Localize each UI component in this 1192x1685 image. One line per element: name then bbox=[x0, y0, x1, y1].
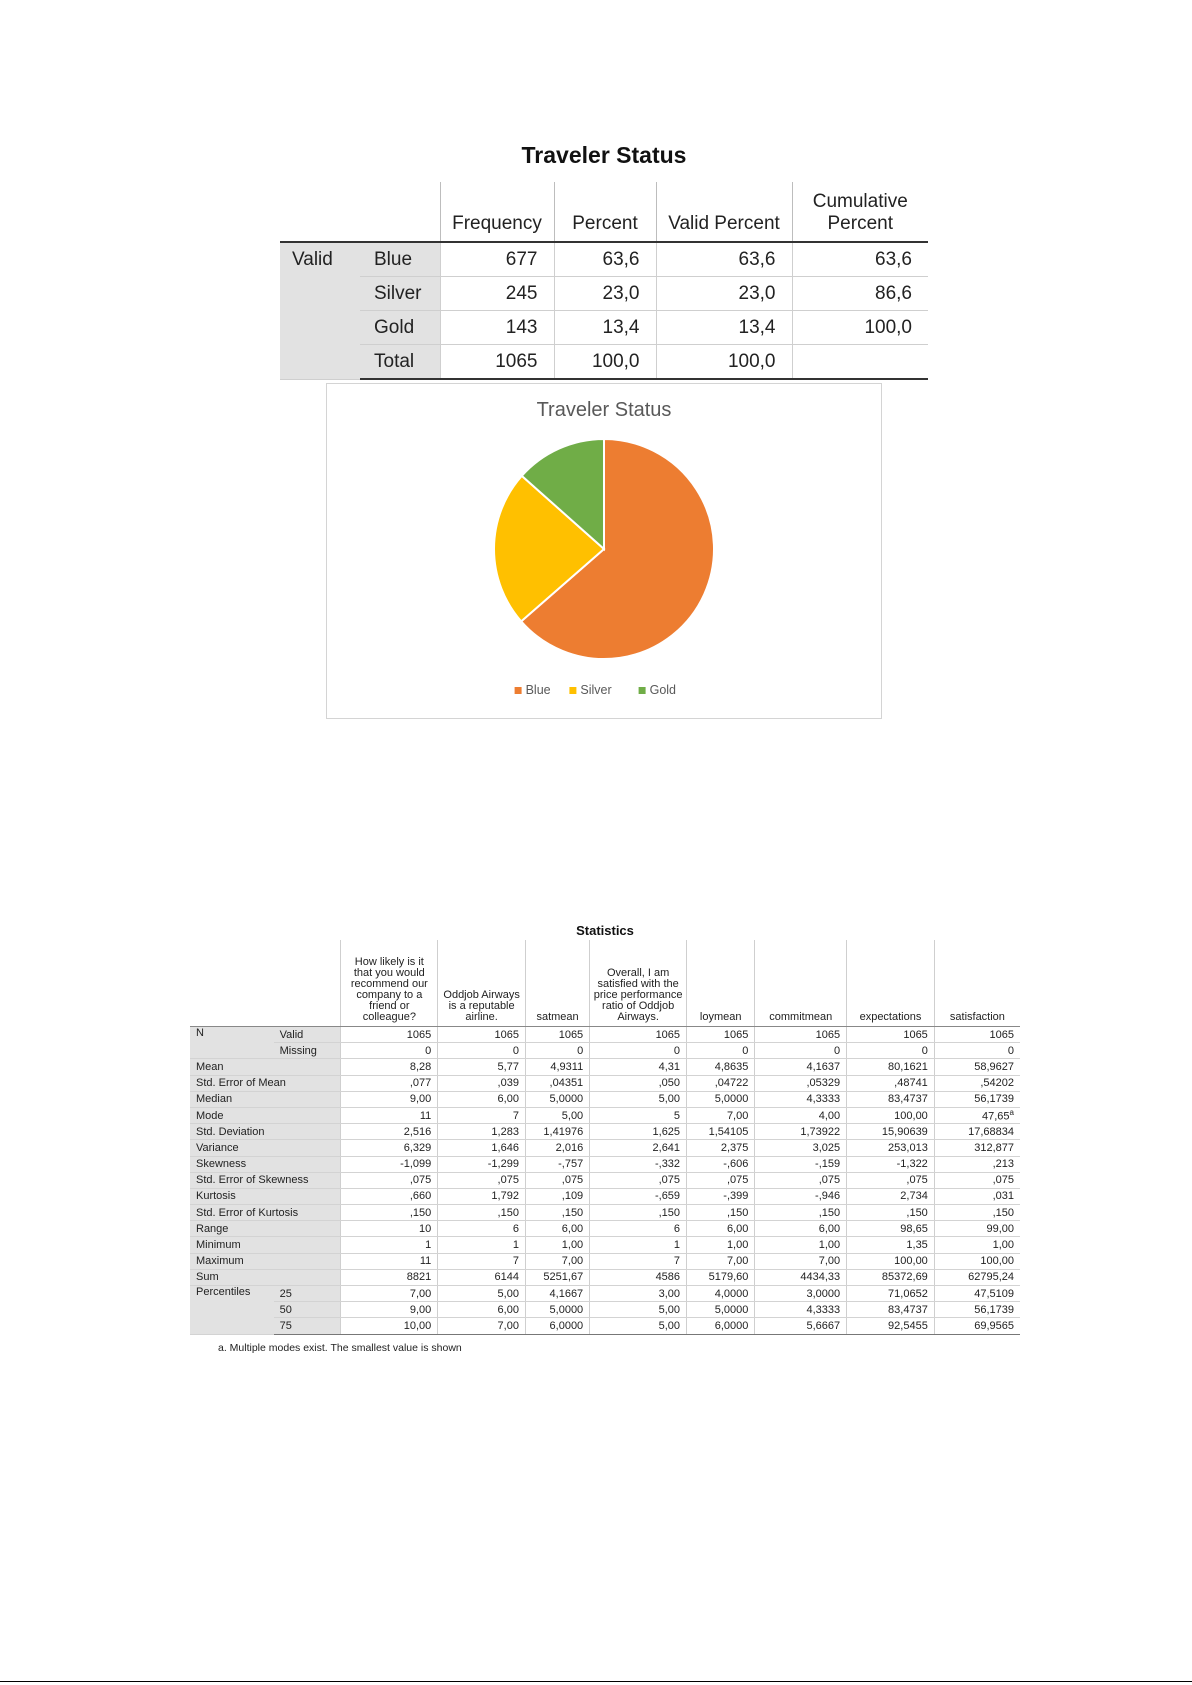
table-cell bbox=[934, 1107, 1020, 1123]
row-sublabel: 50 bbox=[274, 1302, 341, 1318]
table-cell: 8,28 bbox=[341, 1059, 438, 1075]
table-cell: ,150 bbox=[934, 1205, 1020, 1221]
column-header-frequency: Frequency bbox=[440, 182, 554, 242]
table-row bbox=[190, 1318, 1020, 1334]
table-cell: 2,734 bbox=[847, 1188, 935, 1204]
table-cell: ,075 bbox=[525, 1172, 589, 1188]
table-cell: 1065 bbox=[341, 1027, 438, 1043]
column-header-cumulative-percent: Cumulative Percent bbox=[792, 182, 928, 242]
table-cell: ,04351 bbox=[525, 1075, 589, 1091]
table-cell: ,150 bbox=[847, 1205, 935, 1221]
table-cell: 0 bbox=[525, 1043, 589, 1059]
row-label: Std. Error of Mean bbox=[190, 1075, 341, 1091]
table-cell: 1065 bbox=[755, 1027, 847, 1043]
table-cell: ,075 bbox=[438, 1172, 526, 1188]
column-header: satisfaction bbox=[934, 940, 1020, 1027]
blank-header-cell bbox=[280, 182, 360, 242]
table-row bbox=[190, 1091, 1020, 1107]
table-cell: 0 bbox=[847, 1043, 935, 1059]
table-cell: 1 bbox=[590, 1237, 687, 1253]
row-label: Std. Error of Skewness bbox=[190, 1172, 341, 1188]
table-cell: ,031 bbox=[934, 1188, 1020, 1204]
row-label: Mean bbox=[190, 1059, 341, 1075]
table-row bbox=[280, 242, 928, 277]
table-cell: ,150 bbox=[687, 1205, 755, 1221]
table-cell: 3,025 bbox=[755, 1140, 847, 1156]
table-cell: 4,1667 bbox=[525, 1286, 589, 1302]
table-cell: 100,00 bbox=[934, 1253, 1020, 1269]
table-row bbox=[280, 311, 928, 345]
column-header: loymean bbox=[687, 940, 755, 1027]
cell-valid-percent: 13,4 bbox=[656, 311, 792, 345]
chart-title: Traveler Status bbox=[536, 399, 672, 421]
table-cell: 10,00 bbox=[341, 1318, 438, 1334]
row-label: Std. Deviation bbox=[190, 1124, 341, 1140]
table-cell: 7 bbox=[590, 1253, 687, 1269]
table-cell: 1,625 bbox=[590, 1124, 687, 1140]
table-cell: 6,0000 bbox=[687, 1318, 755, 1334]
table-cell: 0 bbox=[755, 1043, 847, 1059]
table-cell: 4,3333 bbox=[755, 1091, 847, 1107]
table-cell: 6144 bbox=[438, 1269, 526, 1285]
blank-header-cell bbox=[360, 182, 440, 242]
footnote-marker: a bbox=[1009, 1108, 1014, 1118]
row-label: Mode bbox=[190, 1107, 341, 1123]
table-row bbox=[190, 1124, 1020, 1140]
cell-valid-percent: 23,0 bbox=[656, 277, 792, 311]
table-cell: 1,00 bbox=[934, 1237, 1020, 1253]
table-cell: -1,099 bbox=[341, 1156, 438, 1172]
table-cell: ,077 bbox=[341, 1075, 438, 1091]
table-cell: ,075 bbox=[341, 1172, 438, 1188]
table-cell: 1,792 bbox=[438, 1188, 526, 1204]
table-cell: 100,00 bbox=[847, 1107, 935, 1123]
table-cell: ,150 bbox=[525, 1205, 589, 1221]
table-cell: 1,54105 bbox=[687, 1124, 755, 1140]
table-cell: 1,00 bbox=[755, 1237, 847, 1253]
table-cell: -,399 bbox=[687, 1188, 755, 1204]
table-cell: 1065 bbox=[590, 1027, 687, 1043]
table-cell: 6,00 bbox=[755, 1221, 847, 1237]
cell-cumulative-percent bbox=[792, 345, 928, 380]
table-cell: -,606 bbox=[687, 1156, 755, 1172]
table-cell: 5,00 bbox=[438, 1286, 526, 1302]
table-cell: 2,516 bbox=[341, 1124, 438, 1140]
table-cell: -,159 bbox=[755, 1156, 847, 1172]
table-cell: 1,00 bbox=[687, 1237, 755, 1253]
table-cell: 7,00 bbox=[755, 1253, 847, 1269]
cell-frequency: 143 bbox=[440, 311, 554, 345]
column-header: commitmean bbox=[755, 940, 847, 1027]
cell-valid-percent: 63,6 bbox=[656, 242, 792, 277]
table-cell: ,150 bbox=[438, 1205, 526, 1221]
blank-header-cell bbox=[274, 940, 341, 1027]
table-cell: 4,1637 bbox=[755, 1059, 847, 1075]
table-cell: 1,00 bbox=[525, 1237, 589, 1253]
table-cell: 0 bbox=[438, 1043, 526, 1059]
table-cell: 1,283 bbox=[438, 1124, 526, 1140]
row-group-label: Percentiles bbox=[190, 1286, 274, 1335]
pie-chart-frame bbox=[326, 383, 882, 719]
table-cell: ,660 bbox=[341, 1188, 438, 1204]
table-cell: 3,0000 bbox=[755, 1286, 847, 1302]
table-cell: 56,1739 bbox=[934, 1302, 1020, 1318]
table-cell: 6,00 bbox=[438, 1302, 526, 1318]
table-cell: 8821 bbox=[341, 1269, 438, 1285]
table-cell: 5,0000 bbox=[687, 1302, 755, 1318]
cell-frequency: 677 bbox=[440, 242, 554, 277]
table-cell: ,213 bbox=[934, 1156, 1020, 1172]
table-cell: 58,9627 bbox=[934, 1059, 1020, 1075]
table-cell: -,659 bbox=[590, 1188, 687, 1204]
table-cell: 6,0000 bbox=[525, 1318, 589, 1334]
table-cell: 11 bbox=[341, 1253, 438, 1269]
table-cell: 0 bbox=[934, 1043, 1020, 1059]
table-cell: 83,4737 bbox=[847, 1302, 935, 1318]
table-cell: 5,0000 bbox=[687, 1091, 755, 1107]
row-label: Total bbox=[360, 345, 440, 380]
table-cell: 1065 bbox=[687, 1027, 755, 1043]
table-cell: 69,9565 bbox=[934, 1318, 1020, 1334]
row-sublabel: 75 bbox=[274, 1318, 341, 1334]
cell-valid-percent: 100,0 bbox=[656, 345, 792, 380]
table-cell: 2,016 bbox=[525, 1140, 589, 1156]
table-cell: 4,31 bbox=[590, 1059, 687, 1075]
table-cell: 6 bbox=[438, 1221, 526, 1237]
table-cell: 2,641 bbox=[590, 1140, 687, 1156]
statistics-header-row bbox=[190, 940, 1020, 1027]
table-cell: 5 bbox=[590, 1107, 687, 1123]
table-cell: ,075 bbox=[590, 1172, 687, 1188]
column-header: Overall, I am satisfied with the price performance ratio of Oddjob Airways. bbox=[590, 940, 687, 1027]
legend-swatch-silver bbox=[569, 687, 576, 694]
legend-label-gold: Gold bbox=[649, 683, 677, 697]
table-cell: 7 bbox=[438, 1107, 526, 1123]
table-cell: 4,8635 bbox=[687, 1059, 755, 1075]
table-cell: 9,00 bbox=[341, 1302, 438, 1318]
table-cell: 1,41976 bbox=[525, 1124, 589, 1140]
row-sublabel: Valid bbox=[274, 1027, 341, 1043]
table-cell: 6,00 bbox=[438, 1091, 526, 1107]
table-cell: 5,0000 bbox=[525, 1091, 589, 1107]
table-cell: ,150 bbox=[755, 1205, 847, 1221]
row-label: Skewness bbox=[190, 1156, 341, 1172]
table-footnote: a. Multiple modes exist. The smallest value is shown bbox=[218, 1342, 462, 1354]
row-label: Minimum bbox=[190, 1237, 341, 1253]
cell-percent: 13,4 bbox=[554, 311, 656, 345]
table-cell: -,946 bbox=[755, 1188, 847, 1204]
table-cell: -,332 bbox=[590, 1156, 687, 1172]
statistics-table-title: Statistics bbox=[576, 923, 634, 938]
frequency-table-title: Traveler Status bbox=[521, 142, 687, 168]
table-row bbox=[190, 1156, 1020, 1172]
table-cell: 7,00 bbox=[341, 1286, 438, 1302]
table-cell: 9,00 bbox=[341, 1091, 438, 1107]
table-row bbox=[190, 1140, 1020, 1156]
table-row bbox=[190, 1075, 1020, 1091]
table-cell: 4586 bbox=[590, 1269, 687, 1285]
column-header-percent: Percent bbox=[554, 182, 656, 242]
table-cell: 6,00 bbox=[525, 1221, 589, 1237]
table-cell: 1065 bbox=[525, 1027, 589, 1043]
table-cell: 17,68834 bbox=[934, 1124, 1020, 1140]
table-row bbox=[190, 1027, 1020, 1043]
cell-cumulative-percent: 86,6 bbox=[792, 277, 928, 311]
table-cell: ,150 bbox=[341, 1205, 438, 1221]
legend-label-silver: Silver bbox=[580, 683, 612, 697]
table-cell: 5251,67 bbox=[525, 1269, 589, 1285]
cell-percent: 63,6 bbox=[554, 242, 656, 277]
table-cell: 7,00 bbox=[687, 1253, 755, 1269]
row-label: Sum bbox=[190, 1269, 341, 1285]
row-group-label: N bbox=[190, 1027, 274, 1059]
table-cell: 100,00 bbox=[847, 1253, 935, 1269]
table-cell: 83,4737 bbox=[847, 1091, 935, 1107]
row-label: Blue bbox=[360, 242, 440, 277]
table-cell: 1,646 bbox=[438, 1140, 526, 1156]
table-cell: 7,00 bbox=[438, 1318, 526, 1334]
table-row bbox=[190, 1269, 1020, 1285]
table-cell: 92,5455 bbox=[847, 1318, 935, 1334]
table-cell: 4,00 bbox=[755, 1107, 847, 1123]
table-cell: 6,00 bbox=[687, 1221, 755, 1237]
table-row bbox=[280, 277, 928, 311]
table-cell: 4,0000 bbox=[687, 1286, 755, 1302]
cell-cumulative-percent: 63,6 bbox=[792, 242, 928, 277]
table-row bbox=[190, 1188, 1020, 1204]
pie-slices bbox=[494, 439, 714, 659]
table-cell: ,150 bbox=[590, 1205, 687, 1221]
table-cell: ,075 bbox=[934, 1172, 1020, 1188]
table-row bbox=[190, 1221, 1020, 1237]
column-header-valid-percent: Valid Percent bbox=[656, 182, 792, 242]
table-cell: -,757 bbox=[525, 1156, 589, 1172]
table-cell: 1065 bbox=[934, 1027, 1020, 1043]
cell-frequency: 1065 bbox=[440, 345, 554, 380]
table-cell: ,039 bbox=[438, 1075, 526, 1091]
row-label: Median bbox=[190, 1091, 341, 1107]
table-cell: 98,65 bbox=[847, 1221, 935, 1237]
table-row bbox=[190, 1172, 1020, 1188]
table-row bbox=[190, 1205, 1020, 1221]
table-cell: 71,0652 bbox=[847, 1286, 935, 1302]
table-cell: ,075 bbox=[847, 1172, 935, 1188]
table-cell: ,075 bbox=[687, 1172, 755, 1188]
table-cell: 56,1739 bbox=[934, 1091, 1020, 1107]
table-cell: 80,1621 bbox=[847, 1059, 935, 1075]
table-cell: ,48741 bbox=[847, 1075, 935, 1091]
row-label: Silver bbox=[360, 277, 440, 311]
cell-percent: 23,0 bbox=[554, 277, 656, 311]
table-cell: 1065 bbox=[438, 1027, 526, 1043]
table-cell: 85372,69 bbox=[847, 1269, 935, 1285]
row-label: Gold bbox=[360, 311, 440, 345]
cell-frequency: 245 bbox=[440, 277, 554, 311]
table-row bbox=[190, 1059, 1020, 1075]
row-label: Std. Error of Kurtosis bbox=[190, 1205, 341, 1221]
table-row bbox=[190, 1286, 1020, 1302]
cell-percent: 100,0 bbox=[554, 345, 656, 380]
row-sublabel: Missing bbox=[274, 1043, 341, 1059]
table-cell: 1065 bbox=[847, 1027, 935, 1043]
table-cell: ,050 bbox=[590, 1075, 687, 1091]
table-cell: 5,00 bbox=[590, 1302, 687, 1318]
column-header: expectations bbox=[847, 940, 935, 1027]
table-cell: 1 bbox=[341, 1237, 438, 1253]
row-label: Variance bbox=[190, 1140, 341, 1156]
page-bottom-rule bbox=[0, 1681, 1192, 1682]
table-cell: ,04722 bbox=[687, 1075, 755, 1091]
row-group-label-valid: Valid bbox=[280, 242, 360, 379]
row-label: Range bbox=[190, 1221, 341, 1237]
table-cell: 0 bbox=[341, 1043, 438, 1059]
pie-chart bbox=[327, 384, 881, 718]
table-cell: 4,3333 bbox=[755, 1302, 847, 1318]
table-cell: 99,00 bbox=[934, 1221, 1020, 1237]
legend-label-blue: Blue bbox=[525, 683, 551, 697]
table-cell: 10 bbox=[341, 1221, 438, 1237]
row-label: Maximum bbox=[190, 1253, 341, 1269]
table-row bbox=[280, 345, 928, 380]
table-cell: ,075 bbox=[755, 1172, 847, 1188]
table-cell: 5179,60 bbox=[687, 1269, 755, 1285]
column-header: Oddjob Airways is a reputable airline. bbox=[438, 940, 526, 1027]
table-cell: 3,00 bbox=[590, 1286, 687, 1302]
table-row bbox=[190, 1302, 1020, 1318]
blank-header-cell bbox=[190, 940, 274, 1027]
table-cell: 2,375 bbox=[687, 1140, 755, 1156]
table-cell: 6 bbox=[590, 1221, 687, 1237]
table-cell: 1,73922 bbox=[755, 1124, 847, 1140]
table-row bbox=[190, 1253, 1020, 1269]
cell-value: 47,65 bbox=[982, 1110, 1010, 1123]
frequency-table bbox=[280, 182, 928, 380]
table-cell: 7,00 bbox=[687, 1107, 755, 1123]
statistics-table-body bbox=[190, 1027, 1020, 1335]
table-row bbox=[190, 1107, 1020, 1123]
table-cell: ,54202 bbox=[934, 1075, 1020, 1091]
table-cell: ,05329 bbox=[755, 1075, 847, 1091]
cell-cumulative-percent: 100,0 bbox=[792, 311, 928, 345]
table-cell: -1,299 bbox=[438, 1156, 526, 1172]
table-cell: 47,5109 bbox=[934, 1286, 1020, 1302]
table-cell: 1 bbox=[438, 1237, 526, 1253]
table-cell: -1,322 bbox=[847, 1156, 935, 1172]
table-cell: 0 bbox=[687, 1043, 755, 1059]
table-cell: 312,877 bbox=[934, 1140, 1020, 1156]
table-cell: 5,00 bbox=[525, 1107, 589, 1123]
chart-legend bbox=[515, 683, 676, 697]
table-cell: 11 bbox=[341, 1107, 438, 1123]
table-row bbox=[190, 1237, 1020, 1253]
legend-swatch-blue bbox=[515, 687, 522, 694]
table-cell: 5,77 bbox=[438, 1059, 526, 1075]
column-header: satmean bbox=[525, 940, 589, 1027]
table-cell: 5,6667 bbox=[755, 1318, 847, 1334]
table-cell: 5,0000 bbox=[525, 1302, 589, 1318]
table-cell: 4434,33 bbox=[755, 1269, 847, 1285]
column-header: How likely is it that you would recommend our company to a friend or colleague? bbox=[341, 940, 438, 1027]
table-cell: 1,35 bbox=[847, 1237, 935, 1253]
table-cell: 15,90639 bbox=[847, 1124, 935, 1140]
table-cell: 0 bbox=[590, 1043, 687, 1059]
table-cell: ,109 bbox=[525, 1188, 589, 1204]
table-cell: 5,00 bbox=[590, 1318, 687, 1334]
table-cell: 6,329 bbox=[341, 1140, 438, 1156]
table-cell: 5,00 bbox=[590, 1091, 687, 1107]
table-cell: 62795,24 bbox=[934, 1269, 1020, 1285]
row-label: Kurtosis bbox=[190, 1188, 341, 1204]
table-row bbox=[190, 1043, 1020, 1059]
table-cell: 7,00 bbox=[525, 1253, 589, 1269]
legend-swatch-gold bbox=[639, 687, 646, 694]
row-sublabel: 25 bbox=[274, 1286, 341, 1302]
table-cell: 253,013 bbox=[847, 1140, 935, 1156]
table-cell: 4,9311 bbox=[525, 1059, 589, 1075]
statistics-table bbox=[190, 940, 1020, 1335]
frequency-table-header-row bbox=[280, 182, 928, 242]
table-cell: 7 bbox=[438, 1253, 526, 1269]
